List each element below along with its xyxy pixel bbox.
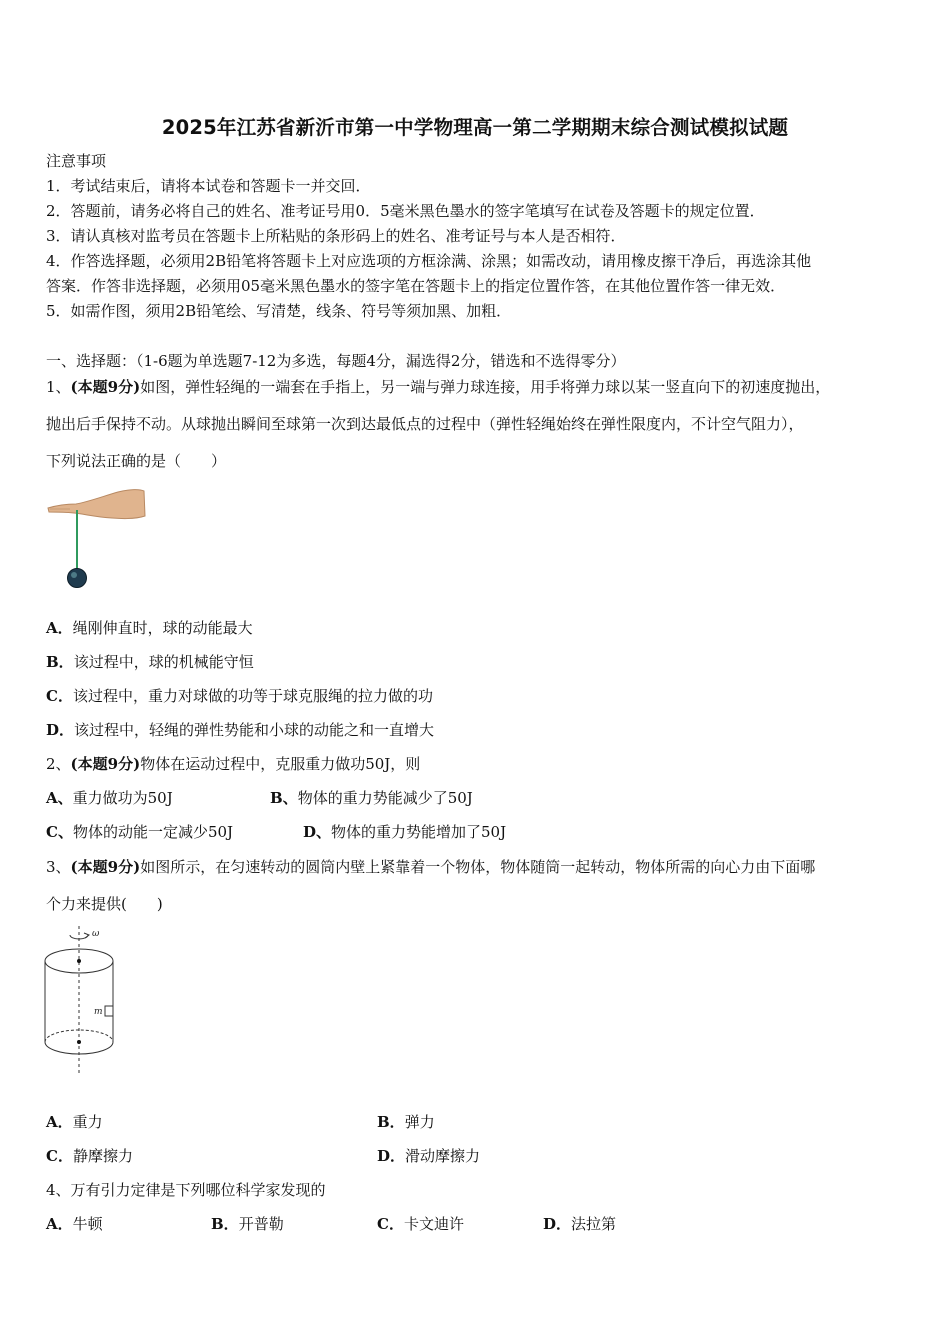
question-3-line: 个力来提供( ) — [46, 895, 163, 913]
option-text: 牛顿 — [72, 1215, 103, 1233]
option-a — [46, 1112, 103, 1132]
option-d — [377, 1146, 480, 1166]
question-text: 如图所示，在匀速转动的圆筒内壁上紧靠着一个物体，物体随筒一起转动，物体所需的向心力由下面哪 — [140, 858, 816, 876]
hand-image — [48, 490, 145, 519]
cylinder-figure — [40, 924, 130, 1076]
notice-item: 3．请认真核对监考员在答题卡上所粘贴的条形码上的姓名、准考证号与本人是否相符． — [46, 227, 626, 245]
notice-item: 2．答题前，请务必将自己的姓名、准考证号用0．5毫米黑色墨水的签字笔填写在试卷及答题卡的规定位置． — [46, 202, 765, 220]
option-c — [377, 1214, 464, 1234]
notice-item: 1．考试结束后，请将本试卷和答题卡一并交回． — [46, 177, 371, 195]
option-text: 该过程中，重力对球做的功等于球克服绳的拉力做的功 — [72, 687, 433, 705]
option-c — [46, 822, 233, 842]
option-label: D． — [543, 1215, 572, 1233]
question-3-line — [46, 857, 815, 877]
option-b — [270, 788, 473, 808]
mass-label: m — [94, 1007, 103, 1017]
option-d — [46, 720, 434, 740]
option-label: A． — [46, 1113, 73, 1131]
option-text: 卡文迪许 — [403, 1215, 464, 1233]
option-text: 绳刚伸直时，球的动能最大 — [72, 619, 253, 637]
option-a — [46, 618, 253, 638]
option-label: A、 — [46, 789, 73, 807]
option-label: D． — [46, 721, 75, 739]
question-number: 3、 — [46, 858, 71, 876]
option-b — [46, 652, 254, 672]
option-text: 该过程中，球的机械能守恒 — [73, 653, 254, 671]
option-label: A． — [46, 619, 73, 637]
option-label: C． — [377, 1215, 404, 1233]
question-text: 物体在运动过程中，克服重力做功50J，则 — [140, 755, 421, 773]
option-label: D． — [377, 1147, 406, 1165]
option-c — [46, 1146, 133, 1166]
question-1-line: 抛出后手保持不动。从球抛出瞬间至球第一次到达最低点的过程中（弹性轻绳始终在弹性限度内，不计空气阻力）， — [46, 415, 804, 433]
option-text: 物体的动能一定减少50J — [72, 823, 234, 841]
option-a — [46, 788, 173, 808]
page-title: 2025年江苏省新沂市第一中学物理高一第二学期期末综合测试模拟试题 — [161, 116, 789, 139]
question-score: (本题9分) — [70, 755, 141, 773]
ball-image — [68, 569, 87, 588]
option-d — [543, 1214, 616, 1234]
section-heading: 一、选择题：（1-6题为单选题7-12为多选，每题4分，漏选得2分，错选和不选得零分） — [46, 352, 626, 370]
hand-ball-figure — [44, 486, 149, 592]
option-d — [303, 822, 506, 842]
option-a — [46, 1214, 103, 1234]
question-2-line — [46, 754, 420, 774]
question-4-line: 4、万有引力定律是下列哪位科学家发现的 — [46, 1181, 326, 1199]
option-label: C． — [46, 1147, 73, 1165]
notice-item: 答案．作答非选择题，必须用05毫米黑色墨水的签字笔在答题卡上的指定位置作答，在其他位置作答一律无效． — [46, 277, 786, 295]
option-label: B、 — [270, 789, 298, 807]
option-text: 重力 — [72, 1113, 103, 1131]
question-score: (本题9分) — [70, 858, 141, 876]
notice-item: 5．如需作图，须用2B铅笔绘、写清楚，线条、符号等须加黑、加粗． — [46, 302, 512, 320]
option-text: 该过程中，轻绳的弹性势能和小球的动能之和一直增大 — [74, 721, 435, 739]
option-label: B． — [377, 1113, 405, 1131]
notice-item: 4．作答选择题，必须用2B铅笔将答题卡上对应选项的方框涂满、涂黑；如需改动，请用橡皮擦干净后，再选涂其他 — [46, 252, 812, 270]
option-label: C、 — [46, 823, 73, 841]
option-b — [377, 1112, 435, 1132]
option-label: A． — [46, 1215, 73, 1233]
question-1-line: 下列说法正确的是（ ） — [46, 452, 227, 470]
option-text: 物体的重力势能增加了50J — [331, 823, 507, 841]
question-number: 2、 — [46, 755, 71, 773]
option-text: 弹力 — [404, 1113, 435, 1131]
option-text: 物体的重力势能减少了50J — [297, 789, 473, 807]
question-text: 如图，弹性轻绳的一端套在手指上，另一端与弹力球连接，用手将弹力球以某一竖直向下的初速度抛出， — [140, 378, 831, 396]
option-text: 法拉第 — [571, 1215, 617, 1233]
option-label: C． — [46, 687, 73, 705]
option-text: 重力做功为50J — [72, 789, 173, 807]
question-number: 1、 — [46, 378, 71, 396]
mass-block — [105, 1006, 113, 1016]
question-1-line — [46, 377, 830, 397]
option-label: D、 — [303, 823, 332, 841]
omega-label: ω — [92, 929, 100, 939]
option-label: B． — [46, 653, 74, 671]
option-label: B． — [211, 1215, 239, 1233]
option-text: 开普勒 — [238, 1215, 284, 1233]
option-text: 滑动摩擦力 — [405, 1147, 481, 1165]
notice-heading: 注意事项 — [46, 152, 107, 170]
question-score: (本题9分) — [70, 378, 141, 396]
option-text: 静摩擦力 — [72, 1147, 133, 1165]
option-c — [46, 686, 433, 706]
option-b — [211, 1214, 284, 1234]
